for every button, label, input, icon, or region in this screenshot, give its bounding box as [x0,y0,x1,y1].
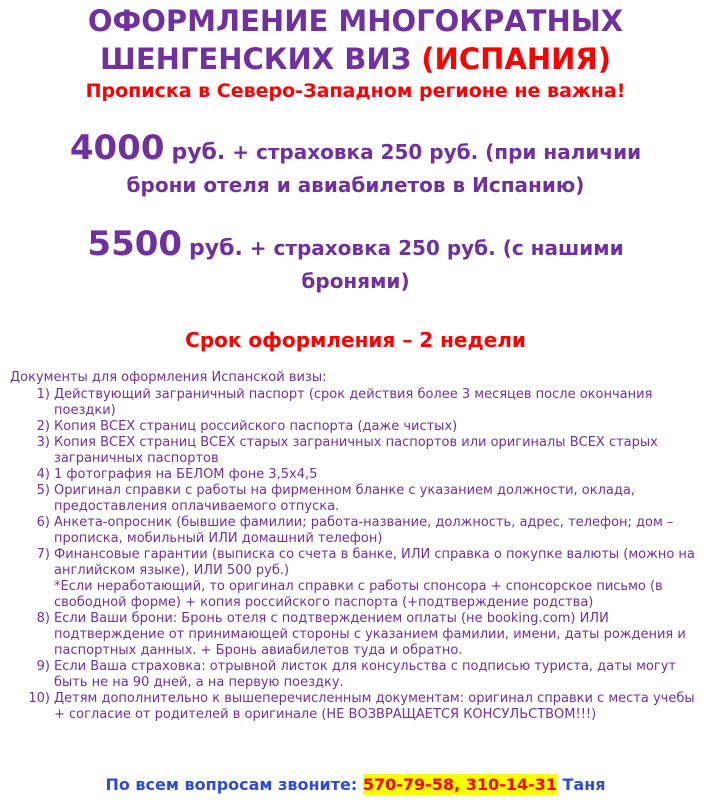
registration-note: Прописка в Северо-Западном регионе не важна! [85,80,626,102]
documents-section [10,370,705,723]
list-item [10,515,705,547]
list-item-number: 8) [36,611,50,626]
price-offer-1 [0,128,711,201]
price-details: + страховка 250 руб. (при наличии [232,140,642,164]
list-item-number: 7) [36,547,50,562]
title-line1-text: ОФОРМЛЕНИЕ МНОГОКРАТНЫХ [87,4,624,38]
contact-name: Таня [562,775,606,794]
price-offer-2-line2: бронями) [301,269,410,293]
list-item [10,691,705,723]
price-amount: 4000 [69,128,165,168]
list-item-text: Финансовые гарантии (выписка со счета в банке, ИЛИ справка о покупке валюты (можно на английском языке), ИЛИ 500 руб.) [54,547,695,578]
list-item-text: Копия ВСЕХ страниц ВСЕХ старых заграничных паспортов или оригиналы ВСЕХ старых заграничных паспортов [54,435,658,466]
list-item [10,611,705,659]
list-item-number: 5) [36,483,50,498]
list-item-text: Копия ВСЕХ страниц российского паспорта (даже чистых) [54,419,458,434]
list-item-number: 1) [36,387,50,402]
list-item [10,419,705,435]
list-item-note: *Если неработающий, то оригинал справки с работы спонсора + спонсорское письмо (в свободной форме) + копия российского паспорта (+подтверждение родства) [54,579,663,610]
list-item-text: Если Ваша страховка: отрывной листок для консульства с подписью туриста, даты могут быть не на 90 дней, а на первую поездку. [54,659,676,690]
title-line2-text: ШЕНГЕНСКИХ ВИЗ [100,42,412,76]
price-currency: руб. [171,140,226,165]
documents-list [10,387,705,723]
list-item [10,547,705,611]
price-details: + страховка 250 руб. (с нашими [249,236,624,260]
list-item [10,435,705,467]
list-item-number: 10) [28,691,50,706]
list-item-number: 9) [36,659,50,674]
documents-heading: Документы для оформления Испанской визы: [10,370,327,385]
page-title-line2 [0,39,711,79]
price-offer-1-line1 [0,128,711,169]
list-item-text: Анкета-опросник (бывшие фамилии; работа-название, должность, адрес, телефон; дом – прописка, мобильный ИЛИ домашний телефон) [54,515,674,546]
contact-label: По всем вопросам звоните: [105,775,358,794]
list-item [10,467,705,483]
list-item-number: 4) [36,467,50,482]
processing-deadline: Срок оформления – 2 недели [185,328,526,352]
list-item-text: Если Ваши брони: Бронь отеля с подтверждением оплаты (не booking.com) ИЛИ подтверждение от принимающей стороны с указанием фамилии, имени, даты рождения и паспортных данных. + Бронь авиабилетов туда и обратно. [54,611,686,658]
list-item [10,659,705,691]
list-item-text: Оригинал справки с работы на фирменном бланке с указанием должности, оклада, предоставления оплачиваемого отпуска. [54,483,635,514]
list-item [10,387,705,419]
contact-line [0,772,711,798]
price-currency: руб. [189,236,243,261]
price-offer-2 [0,224,711,297]
price-offer-1-line2: брони отеля и авиабилетов в Испанию) [126,173,585,197]
contact-phones: 570-79-58, 310-14-31 [362,775,557,794]
list-item-text: 1 фотография на БЕЛОМ фоне 3,5х4,5 [54,467,318,482]
list-item-number: 3) [36,435,50,450]
list-item [10,483,705,515]
page-title-line1 [0,1,711,41]
price-amount: 5500 [87,224,183,264]
list-item-text: Детям дополнительно к вышеперечисленным документам: оригинал справки с места учебы + согласие от родителей в оригинале (НЕ ВОЗВРАЩАЕТСЯ КОНСУЛЬСТВОМ!!!) [54,691,695,722]
title-country: (ИСПАНИЯ) [421,42,611,76]
list-item-text: Действующий заграничный паспорт (срок действия более 3 месяцев после окончания поездки) [54,387,653,418]
price-offer-2-line1 [0,224,711,265]
list-item-number: 6) [36,515,50,530]
list-item-number: 2) [36,419,50,434]
